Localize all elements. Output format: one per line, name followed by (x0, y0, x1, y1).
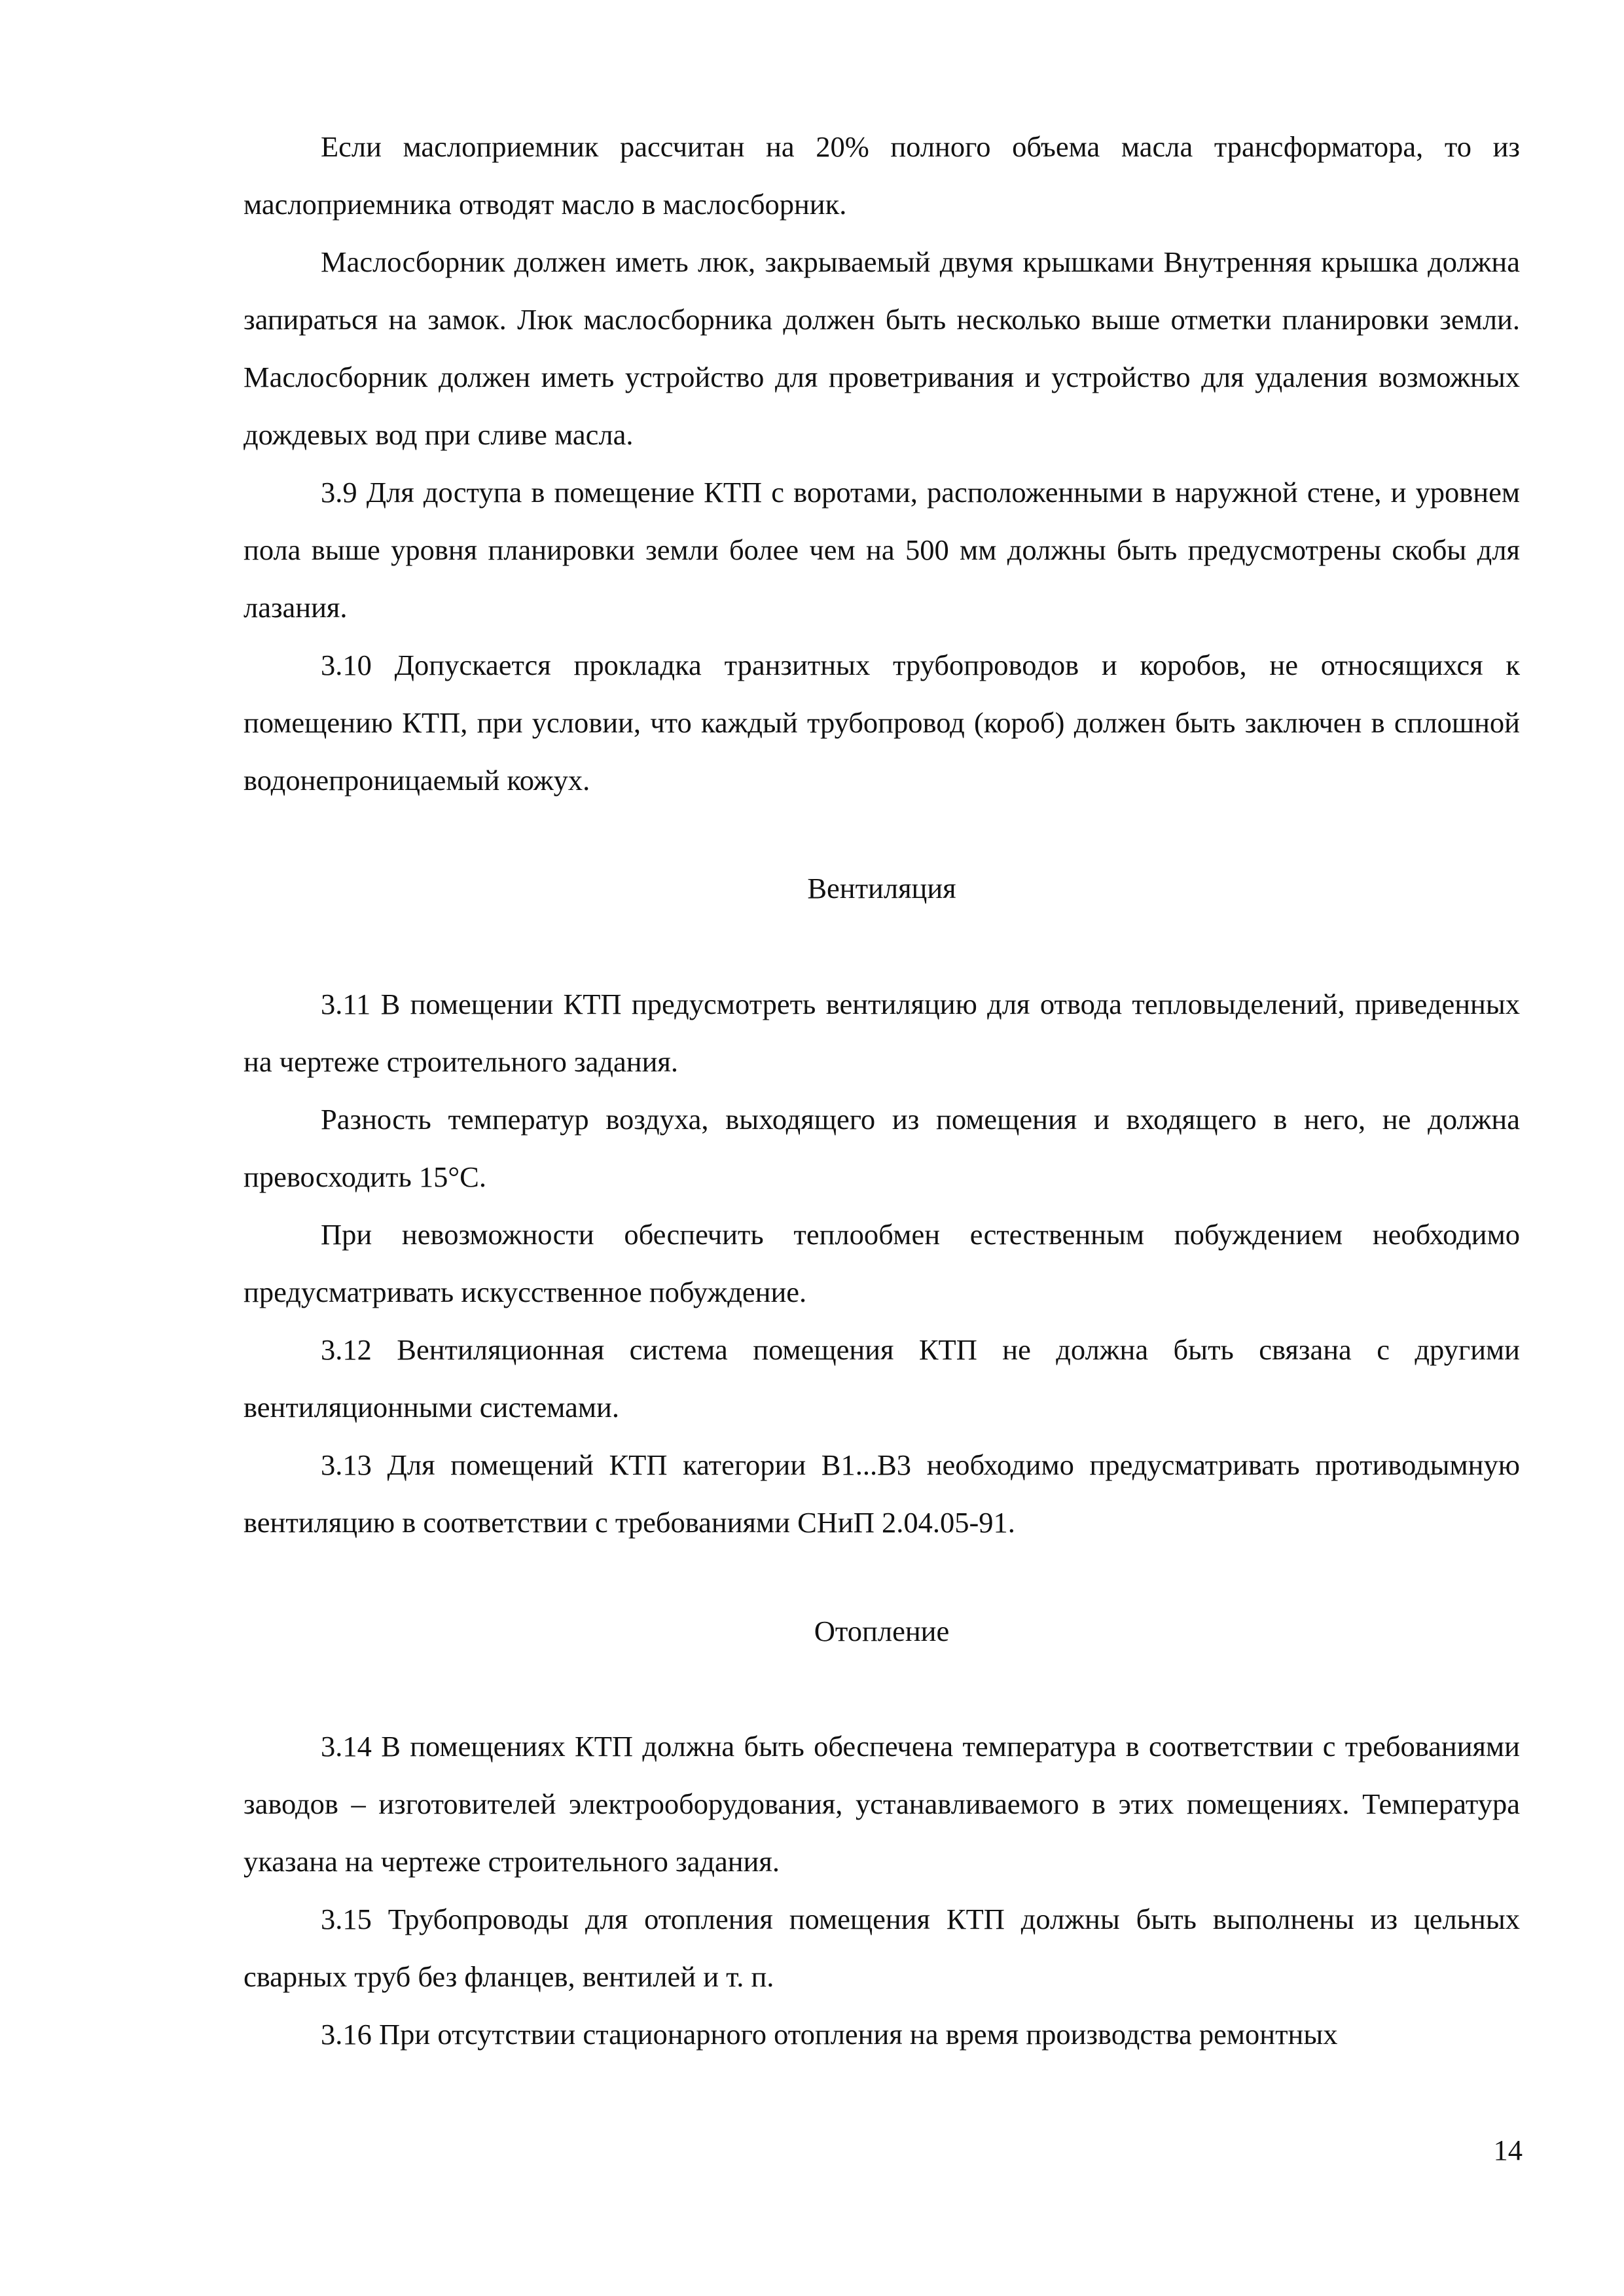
paragraph-3-12: 3.12 Вентиляционная система помещения КТП не должна быть связана с другими вентиляционными системами. (244, 1333, 1520, 1424)
paragraph-3-13: 3.13 Для помещений КТП категории В1...В3 необходимо предусматривать противодымную вентиляцию в соответствии с требованиями СНиП 2.04.05-91. (244, 1448, 1520, 1539)
section-heading-ventilation: Вентиляция (807, 872, 956, 905)
paragraph-3-15: 3.15 Трубопроводы для отопления помещения КТП должны быть выполнены из цельных сварных труб без фланцев, вентилей и т. п. (244, 1903, 1520, 1993)
paragraph-3-11: 3.11 В помещении КТП предусмотреть вентиляцию для отвода тепловыделений, приведенных на чертеже строительного задания. (244, 988, 1520, 1078)
paragraph-temperature-difference: Разность температур воздуха, выходящего из помещения и входящего в него, не должна превосходить 15°С. (244, 1103, 1520, 1193)
ventilation-text-block (244, 975, 1520, 1551)
heating-text-block (244, 1717, 1520, 2063)
paragraph-oil-receiver: Если маслоприемник рассчитан на 20% полного объема масла трансформатора, то из маслоприемника отводят масло в маслосборник. (244, 130, 1520, 221)
intro-text-block (244, 118, 1520, 809)
page-number: 14 (1493, 2134, 1523, 2166)
paragraph-forced-ventilation: При невозможности обеспечить теплообмен естественным побуждением необходимо предусматривать искусственное побуждение. (244, 1218, 1520, 1308)
section-heading-heating: Отопление (814, 1615, 950, 1647)
heating-heading-block (244, 1602, 1520, 1660)
ventilation-heading-block (244, 859, 1520, 917)
paragraph-3-16: 3.16 При отсутствии стационарного отопления на время производства ремонтных (321, 2018, 1338, 2051)
paragraph-3-14: 3.14 В помещениях КТП должна быть обеспечена температура в соответствии с требованиями заводов – изготовителей электрооборудования, устанавливаемого в этих помещениях. Температура указана на чертеже строительного задания. (244, 1730, 1520, 1878)
paragraph-3-10: 3.10 Допускается прокладка транзитных трубопроводов и коробов, не относящихся к помещению КТП, при условии, что каждый трубопровод (короб) должен быть заключен в сплошной водонепроницаемый кожух. (244, 649, 1520, 797)
paragraph-oil-collector: Маслосборник должен иметь люк, закрываемый двумя крышками Внутренняя крышка должна запираться на замок. Люк маслосборника должен быть несколько выше отметки планировки земли. Маслосборник должен иметь устройство для проветривания и устройство для удаления возможных дождевых вод при сливе масла. (244, 245, 1520, 451)
paragraph-3-9: 3.9 Для доступа в помещение КТП с воротами, расположенными в наружной стене, и уровнем пола выше уровня планировки земли более чем на 500 мм должны быть предусмотрены скобы для лазания. (244, 476, 1520, 624)
